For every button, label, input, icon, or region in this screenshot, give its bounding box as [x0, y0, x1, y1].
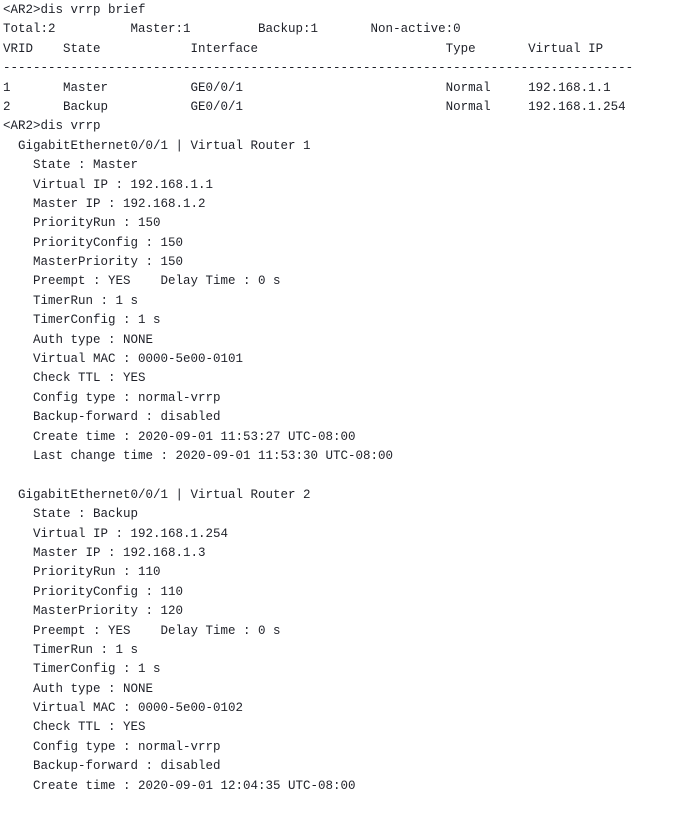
- terminal-line: Create time : 2020-09-01 12:04:35 UTC-08:00: [3, 778, 356, 793]
- terminal-line: Config type : normal-vrrp: [3, 390, 221, 405]
- terminal-line: MasterPriority : 120: [3, 604, 184, 619]
- terminal-line: TimerConfig : 1 s: [3, 662, 161, 677]
- terminal-line: Preempt : YES Delay Time : 0 s: [3, 274, 281, 289]
- terminal-line: Auth type : NONE: [3, 681, 154, 696]
- terminal-line: GigabitEthernet0/0/1 | Virtual Router 1: [3, 138, 311, 153]
- terminal-line: <AR2>dis vrrp brief: [3, 3, 146, 17]
- terminal-line: Auth type : NONE: [3, 332, 154, 347]
- terminal-line: Last change time : 2020-09-01 11:53:30 UTC-08:00: [3, 448, 394, 463]
- terminal-line: Master IP : 192.168.1.3: [3, 545, 206, 560]
- terminal-line: MasterPriority : 150: [3, 255, 184, 270]
- terminal-line: Backup-forward : disabled: [3, 410, 221, 425]
- terminal-line: Virtual MAC : 0000-5e00-0101: [3, 352, 244, 367]
- terminal-line: 2 Backup GE0/0/1 Normal 192.168.1.254: [3, 99, 626, 114]
- terminal-line: Create time : 2020-09-01 11:53:27 UTC-08:00: [3, 429, 356, 444]
- terminal-line: Virtual IP : 192.168.1.254: [3, 526, 229, 541]
- terminal-line: PriorityRun : 110: [3, 565, 161, 580]
- terminal-line: Check TTL : YES: [3, 371, 146, 386]
- terminal-line: PriorityRun : 150: [3, 216, 161, 231]
- terminal-line: PriorityConfig : 150: [3, 235, 184, 250]
- terminal-line: Preempt : YES Delay Time : 0 s: [3, 623, 281, 638]
- terminal-line: PriorityConfig : 110: [3, 584, 184, 599]
- terminal-line: State : Backup: [3, 507, 139, 522]
- terminal-line: Backup-forward : disabled: [3, 759, 221, 774]
- terminal-line: Config type : normal-vrrp: [3, 739, 221, 754]
- terminal-line: TimerRun : 1 s: [3, 293, 139, 308]
- terminal-line: TimerConfig : 1 s: [3, 313, 161, 328]
- terminal-line: VRID State Interface Type Virtual IP: [3, 41, 604, 56]
- terminal-line: Virtual MAC : 0000-5e00-0102: [3, 701, 244, 716]
- terminal-line: State : Master: [3, 158, 139, 173]
- terminal-line: Virtual IP : 192.168.1.1: [3, 177, 214, 192]
- terminal-line: 1 Master GE0/0/1 Normal 192.168.1.1: [3, 80, 611, 95]
- terminal-line: Master IP : 192.168.1.2: [3, 196, 206, 211]
- terminal-line: Check TTL : YES: [3, 720, 146, 735]
- terminal-line: <AR2>dis vrrp: [3, 119, 101, 134]
- terminal-line: [3, 466, 674, 485]
- terminal-line: ------------------------------------------------------------------------------------: [3, 61, 634, 76]
- terminal-line: GigabitEthernet0/0/1 | Virtual Router 2: [3, 487, 311, 502]
- terminal-line: TimerRun : 1 s: [3, 642, 139, 657]
- terminal-line: Total:2 Master:1 Backup:1 Non-active:0: [3, 22, 461, 37]
